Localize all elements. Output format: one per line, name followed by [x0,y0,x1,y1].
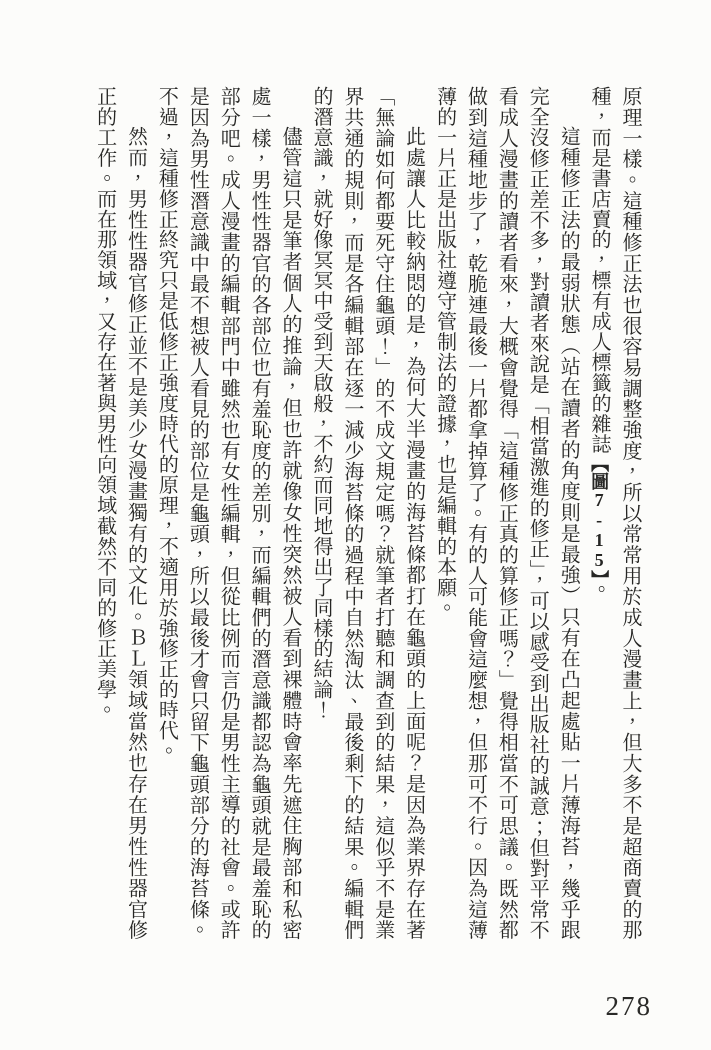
paragraph [89,86,151,940]
text-run: 儘管這只是筆者個人的推論，但也許就像女性突然被人看到裸體時會率先遮住胸部和私密處一樣，男性性器官的各部位也有羞恥度的差別，而編輯們的潛意識都認為龜頭就是最羞恥的部分吧。成人漫畫的編輯部門中雖然也有女性編輯，但從比例而言仍是男性主導的社會。或許是因為男性潛意識中最不想被人看見的部位是龜頭，所以最後才會只留下龜頭部分的海苔條。不過，這種修正終究只是低修正強度時代的原理，不適用於強修正的時代。 [155,86,302,940]
text-block [89,86,645,940]
text-run: 然而，男性性器官修正並不是美少女漫畫獨有的文化。ＢＬ領域當然也存在男性性器官修正的工作。而在那領域，又存在著與男性向領域截然不同的修正美學。 [93,86,147,940]
page-number: 278 [605,991,652,1021]
text-run: 。 [588,579,611,600]
paragraph [305,86,429,940]
text-run: 原理一樣。這種修正法也很容易調整強度，所以常常用於成人漫畫上，但大多不是超商賣的那種，而是書店賣的，標有成人標籤的雜誌 [588,86,641,940]
text-run: 此處讓人比較納悶的是，為何大半漫畫的海苔條都打在龜頭的上面呢？是因為業界存在著「無論如何都要死守住龜頭！」的不成文規定嗎？就筆者打聽和調查到的結果，這似乎不是業界共通的規則，而是各編輯部在逐一減少海苔條的過程中自然淘汰、最後剩下的結果。編輯們的潛意識，就好像冥冥中受到天啟般，不約而同地得出了同樣的結論！ [309,86,425,940]
paragraph [151,86,306,940]
paragraph [583,86,645,940]
text-run: 這種修正法的最弱狀態（站在讀者的角度則是最強）只有在凸起處貼一片薄海苔，幾乎跟完全沒修正差不多，對讀者來說是「相當激進的修正」，可以感受到出版社的誠意；但對平常不看成人漫畫的讀者看來，大概會覺得「這種修正真的算修正嗎？」覺得相當不可思議。既然都做到這種地步了，乾脆連最後一片都拿掉算了。有的人可能會這麼想，但那可不行。因為這薄薄的一片正是出版社遵守管制法的證據，也是編輯的本願。 [433,86,580,940]
figure-reference: 【圖7-15】 [589,454,610,580]
paragraph [429,86,584,940]
